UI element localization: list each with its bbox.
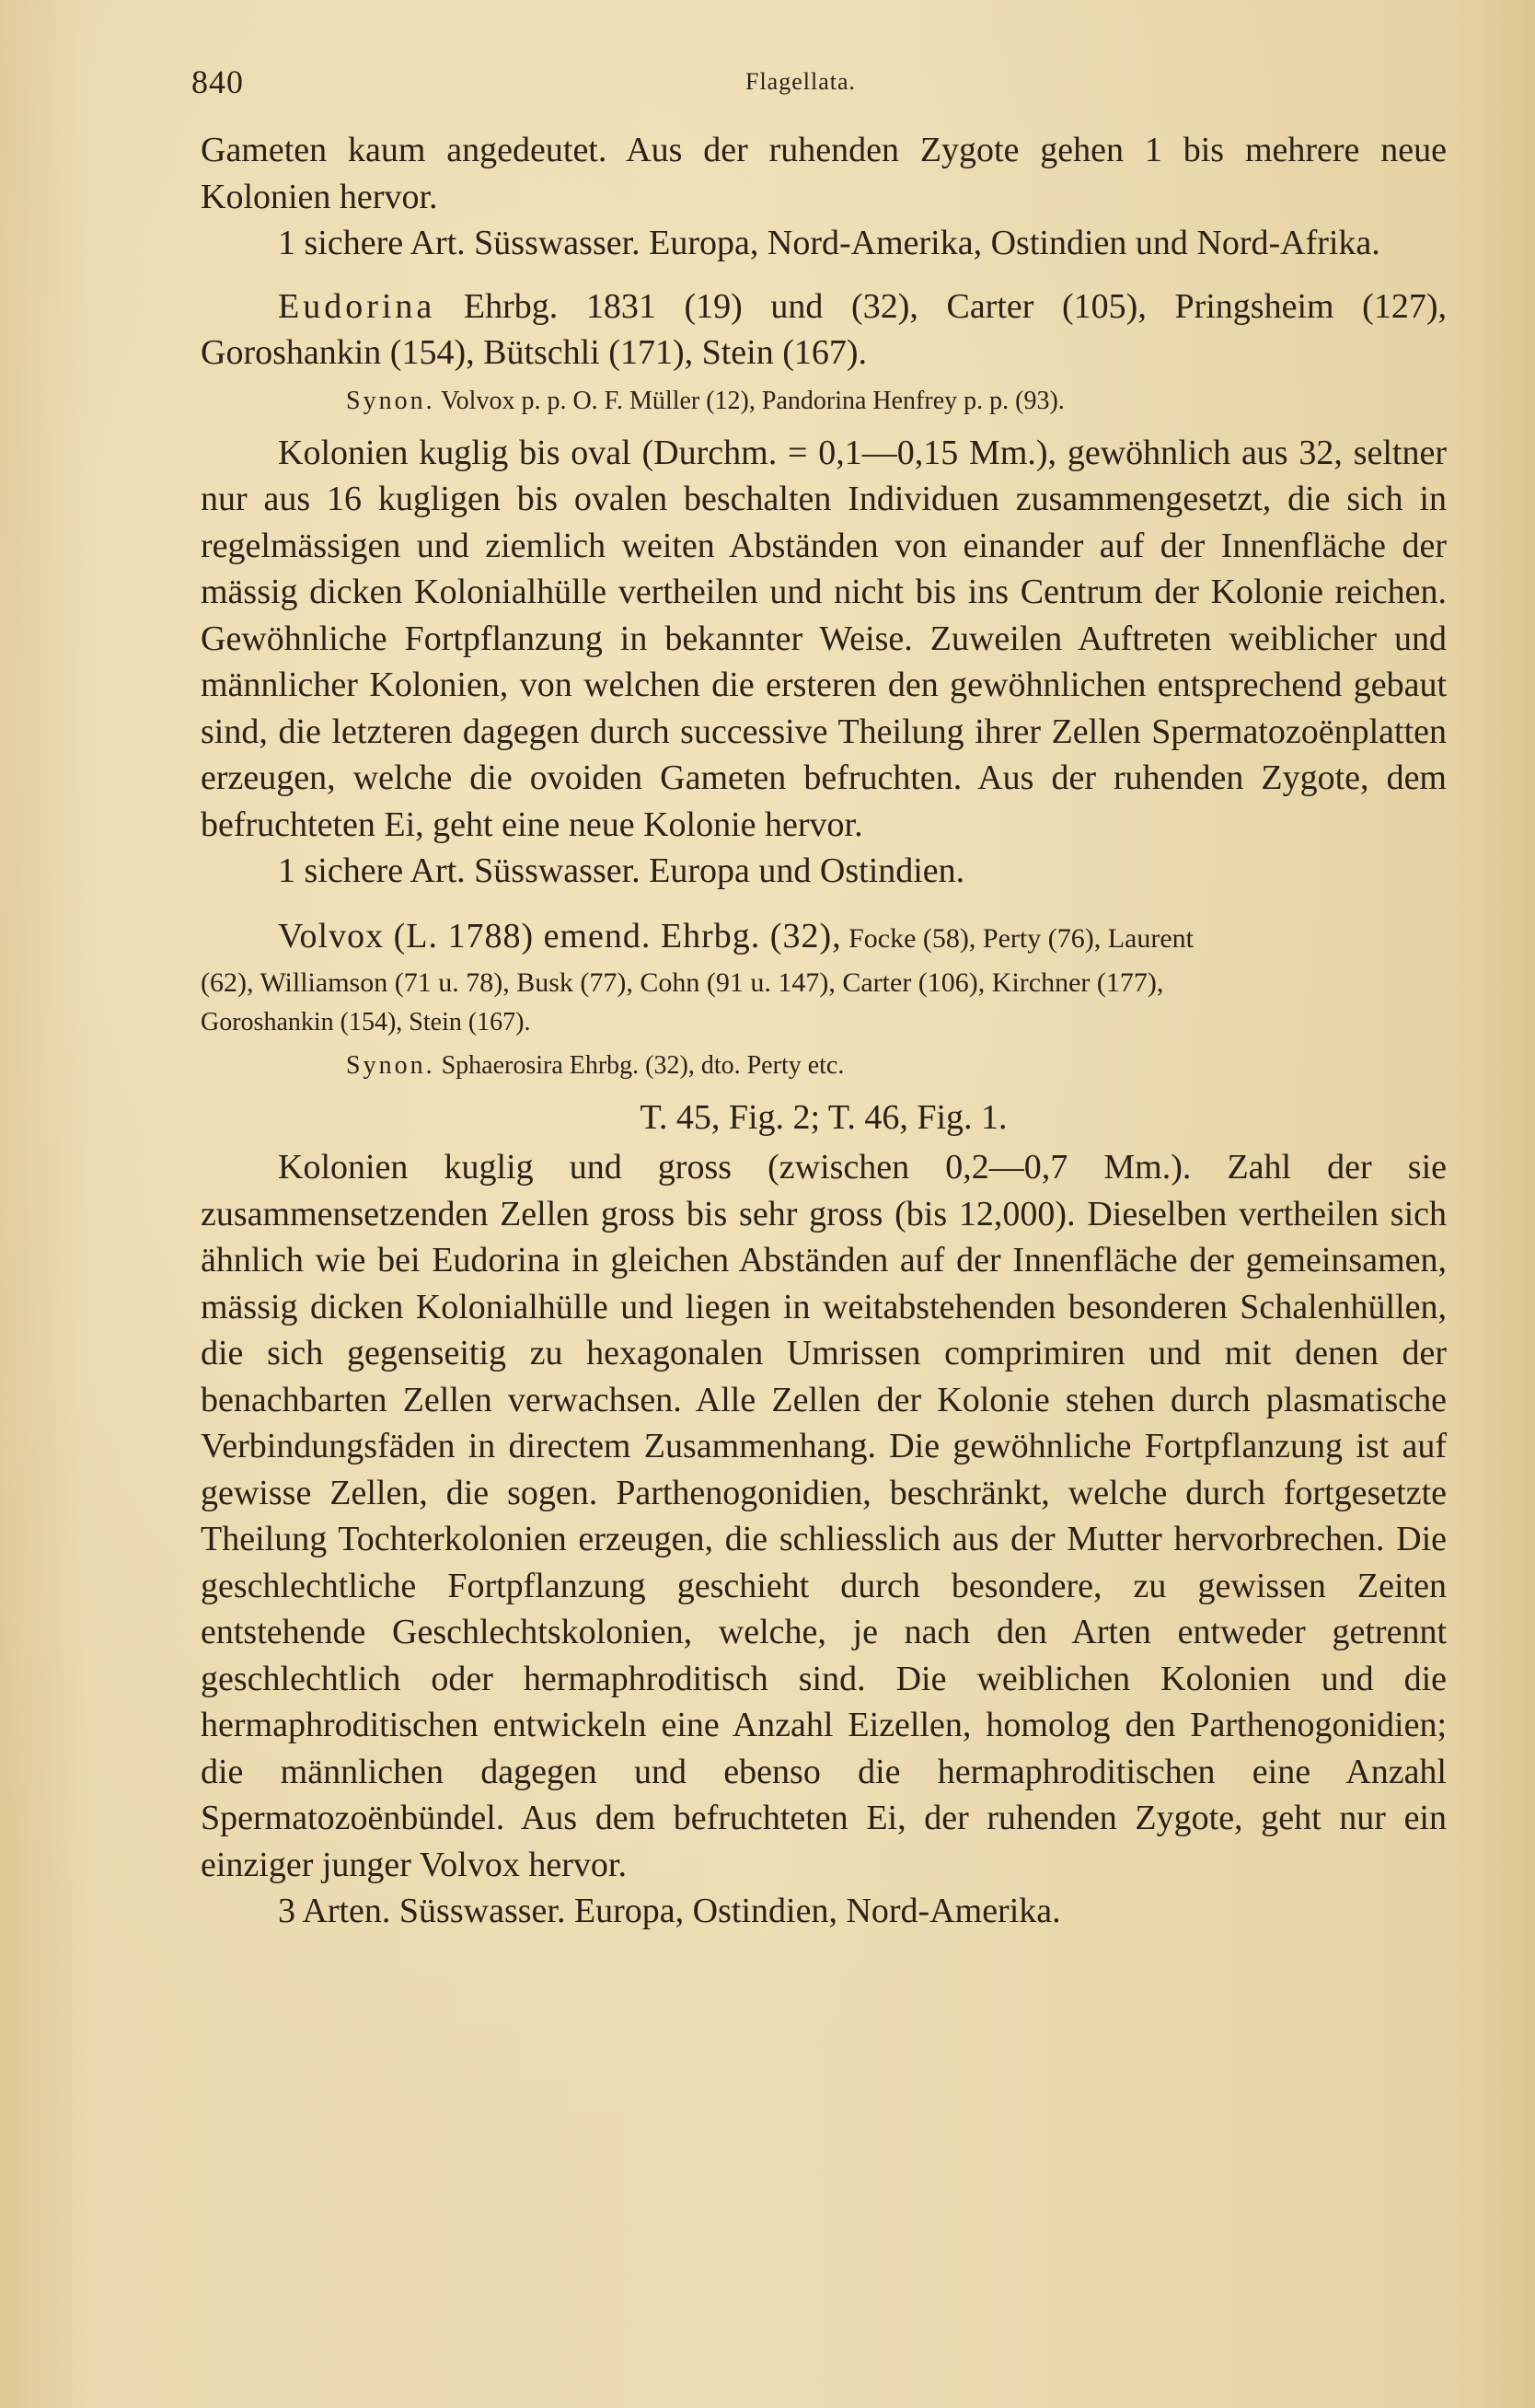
intro-species-line: 1 sichere Art. Süsswasser. Europa, Nord-Amerika, Ostindien und Nord-Afrika. [278, 224, 1380, 262]
volvox-synon-label: Synon. [346, 1051, 435, 1080]
volvox-references-lead: (L. 1788) emend. Ehrbg. (32), [384, 916, 842, 955]
volvox-references-rest: Focke (58), Perty (76), Laurent [841, 922, 1194, 954]
volvox-genus-name: Volvox [278, 916, 385, 955]
eudorina-references: Ehrbg. 1831 (19) und (32), Carter (105), Pringsheim (127), Goroshankin (154), Bütschli (171), Stein (167). [201, 286, 1447, 372]
page-body [201, 127, 1447, 1935]
eudorina-synon-text: Volvox p. p. O. F. Müller (12), Pandorina Henfrey p. p. (93). [434, 386, 1065, 415]
page-header [191, 63, 1380, 105]
eudorina-description: Kolonien kuglig bis oval (Durchm. = 0,1—0,15 Mm.), gewöhnlich aus 32, seltner nur aus 16 kugligen bis ovalen beschalten Individuen zusammengesetzt, die sich in regelmässigen und ziemlich weiten Abständen von einander auf der Innenfläche der mässig dicken Kolonialhülle vertheilen und nicht bis ins Centrum der Kolonie reichen. Gewöhnliche Fortpflanzung in bekannter Weise. Zuweilen Auftreten weiblicher und männlicher Kolonien, von welchen die ersteren den gewöhnlichen entsprechend gebaut sind, die letzteren dagegen durch successive Theilung ihrer Zellen Spermatozoënplatten erzeugen, welche die ovoiden Gameten befruchten. Aus der ruhenden Zygote, dem befruchteten Ei, geht eine neue Kolonie hervor. [201, 433, 1447, 844]
volvox-description: Kolonien kuglig und gross (zwischen 0,2—0,7 Mm.). Zahl der sie zusammensetzenden Zellen gross bis sehr gross (bis 12,000). Dieselben vertheilen sich ähnlich wie bei Eudorina in gleichen Abständen auf der Innenfläche der gemeinsamen, mässig dicken Kolonialhülle und liegen in weitabstehenden besonderen Schalenhüllen, die sich gegenseitig zu hexagonalen Umrissen comprimiren und mit denen der benachbarten Zellen verwachsen. Alle Zellen der Kolonie stehen durch plasmatische Verbindungsfäden in directem Zusammenhang. Die gewöhnliche Fortpflanzung ist auf gewisse Zellen, die sogen. Parthenogonidien, beschränkt, welche durch fortgesetzte Theilung Tochterkolonien erzeugen, die schliesslich aus der Mutter hervorbrechen. Die geschlechtliche Fortpflanzung geschieht durch besondere, zu gewissen Zeiten entstehende Geschlechtskolonien, welche, je nach den Arten entweder getrennt geschlechtlich oder hermaphroditisch sind. Die weiblichen Kolonien und die hermaphroditischen entwickeln eine Anzahl Eizellen, homolog den Parthenogonidien; die männlichen dagegen und ebenso die hermaphroditischen eine Anzahl Spermatozoënbündel. Aus dem befruchteten Ei, der ruhenden Zygote, geht nur ein einziger junger Volvox hervor. [201, 1148, 1447, 1884]
eudorina-synon-label: Synon. [346, 386, 435, 415]
page-number: 840 [191, 64, 244, 100]
volvox-synon-text: Sphaerosira Ehrbg. (32), dto. Perty etc. [434, 1051, 845, 1080]
eudorina-genus-name: Eudorina [278, 286, 436, 326]
running-head: Flagellata. [745, 68, 857, 95]
volvox-references-line-2: (62), Williamson (71 u. 78), Busk (77), Cohn (91 u. 147), Carter (106), Kirchner (177), [201, 967, 1164, 998]
volvox-figure-reference: T. 45, Fig. 2; T. 46, Fig. 1. [640, 1098, 1008, 1137]
volvox-synonyms [201, 1047, 1447, 1085]
eudorina-heading [201, 284, 1447, 376]
volvox-species-line: 3 Arten. Süsswasser. Europa, Ostindien, Nord-Amerika. [278, 1892, 1061, 1930]
eudorina-species-line: 1 sichere Art. Süsswasser. Europa und Ostindien. [278, 851, 965, 890]
eudorina-synonyms [201, 382, 1447, 421]
volvox-heading [201, 913, 1447, 963]
volvox-references-line-3: Goroshankin (154), Stein (167). [201, 1008, 531, 1036]
intro-paragraph: Gameten kaum angedeutet. Aus der ruhenden Zygote gehen 1 bis mehrere neue Kolonien hervor. [201, 131, 1447, 216]
